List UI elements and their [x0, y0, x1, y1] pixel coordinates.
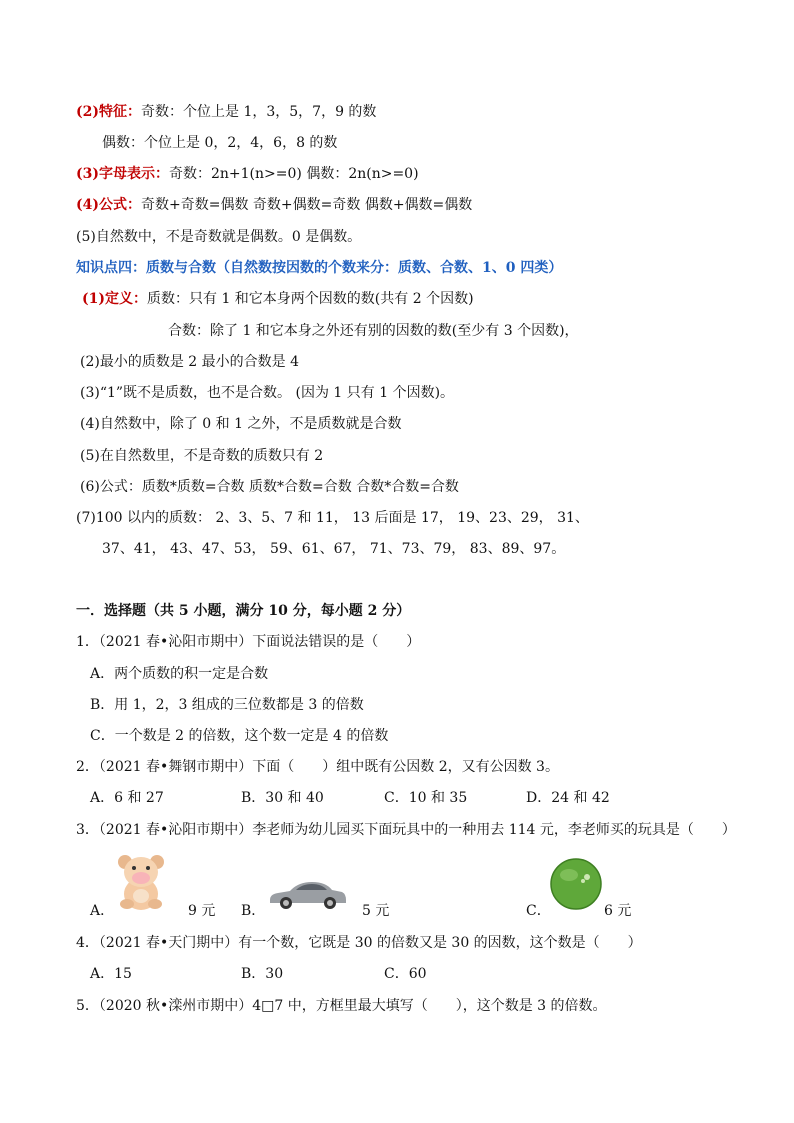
- question-2-option-c[interactable]: C．10 和 35: [384, 790, 468, 806]
- question-1-option-a[interactable]: A．两个质数的积一定是合数: [90, 666, 269, 682]
- question-2: 2．（2021 春•舞钢市期中）下面（ ）组中既有公因数 2，又有公因数 3。: [76, 759, 559, 775]
- question-3-price-c: 6 元: [604, 903, 632, 919]
- formula-text: 奇数+奇数=偶数 奇数+偶数=奇数 偶数+偶数=偶数: [141, 197, 473, 213]
- question-1: 1．（2021 春•沁阳市期中）下面说法错误的是（ ）: [76, 634, 421, 650]
- letter-label: (3)字母表示：: [76, 166, 169, 182]
- question-3-option-b[interactable]: B．: [241, 903, 266, 919]
- point4-title: 知识点四：质数与合数（自然数按因数的个数来分：质数、合数、1、0 四类）: [76, 260, 563, 276]
- point-6: (6)公式：质数*质数=合数 质数*合数=合数 合数*合数=合数: [80, 479, 459, 495]
- point-4: (4)自然数中，除了 0 和 1 之外，不是质数就是合数: [80, 416, 402, 432]
- letter-line: [76, 164, 419, 184]
- question-3-option-c[interactable]: C．: [526, 903, 551, 919]
- question-2-option-a[interactable]: A．6 和 27: [90, 790, 164, 806]
- feature-label: (2)特征：: [76, 104, 141, 120]
- item-5: (5)自然数中，不是奇数就是偶数。0 是偶数。: [76, 229, 362, 245]
- def-prime: 质数：只有 1 和它本身两个因数的数(共有 2 个因数): [147, 291, 474, 307]
- section-title: 一．选择题（共 5 小题，满分 10 分，每小题 2 分）: [76, 603, 411, 619]
- point-7-line-1: (7)100 以内的质数： 2、3、5、7 和 11， 13 后面是 17， 19、23、29， 31、: [76, 510, 589, 526]
- def-label: (1)定义：: [82, 291, 147, 307]
- teddy-bear-icon: [115, 852, 167, 912]
- letter-text: 奇数：2n+1(n>=0) 偶数：2n(n>=0): [169, 166, 419, 182]
- question-4-option-b[interactable]: B．30: [241, 966, 284, 982]
- question-4-option-c[interactable]: C．60: [384, 966, 427, 982]
- formula-label: (4)公式：: [76, 197, 141, 213]
- feature-odd: 奇数：个位上是 1，3，5，7，9 的数: [141, 104, 377, 120]
- question-3-price-b: 5 元: [362, 903, 390, 919]
- ball-icon: [549, 857, 603, 911]
- formula-line: [76, 195, 472, 215]
- def-line: [82, 289, 474, 309]
- point-3: (3)“1”既不是质数，也不是合数。 (因为 1 只有 1 个因数)。: [80, 385, 455, 401]
- question-3-price-a: 9 元: [188, 903, 216, 919]
- point-5: (5)在自然数里，不是奇数的质数只有 2: [80, 448, 324, 464]
- point-7-line-2: 37、41， 43、47、53， 59、61、67， 71、73、79， 83、89、97。: [102, 541, 566, 557]
- car-icon: [266, 878, 348, 910]
- question-4-option-a[interactable]: A．15: [90, 966, 132, 982]
- feature-line: [76, 102, 376, 122]
- question-5: 5．（2020 秋•滦州市期中）4□7 中，方框里最大填写（ ），这个数是 3 的倍数。: [76, 998, 607, 1014]
- feature-even: 偶数：个位上是 0，2，4，6，8 的数: [102, 135, 338, 151]
- question-1-option-b[interactable]: B．用 1，2，3 组成的三位数都是 3 的倍数: [90, 697, 364, 713]
- question-4: 4．（2021 春•天门期中）有一个数，它既是 30 的倍数又是 30 的因数，这个数是（ ）: [76, 935, 642, 951]
- question-3: 3．（2021 春•沁阳市期中）李老师为幼儿园买下面玩具中的一种用去 114 元，李老师买的玩具是（ ）: [76, 822, 736, 838]
- question-3-option-a[interactable]: A．: [90, 903, 115, 919]
- question-2-option-d[interactable]: D．24 和 42: [526, 790, 610, 806]
- point-2: (2)最小的质数是 2 最小的合数是 4: [80, 354, 299, 370]
- question-2-option-b[interactable]: B．30 和 40: [241, 790, 324, 806]
- question-1-option-c[interactable]: C．一个数是 2 的倍数，这个数一定是 4 的倍数: [90, 728, 389, 744]
- def-composite: 合数：除了 1 和它本身之外还有别的因数的数(至少有 3 个因数)，: [168, 323, 579, 339]
